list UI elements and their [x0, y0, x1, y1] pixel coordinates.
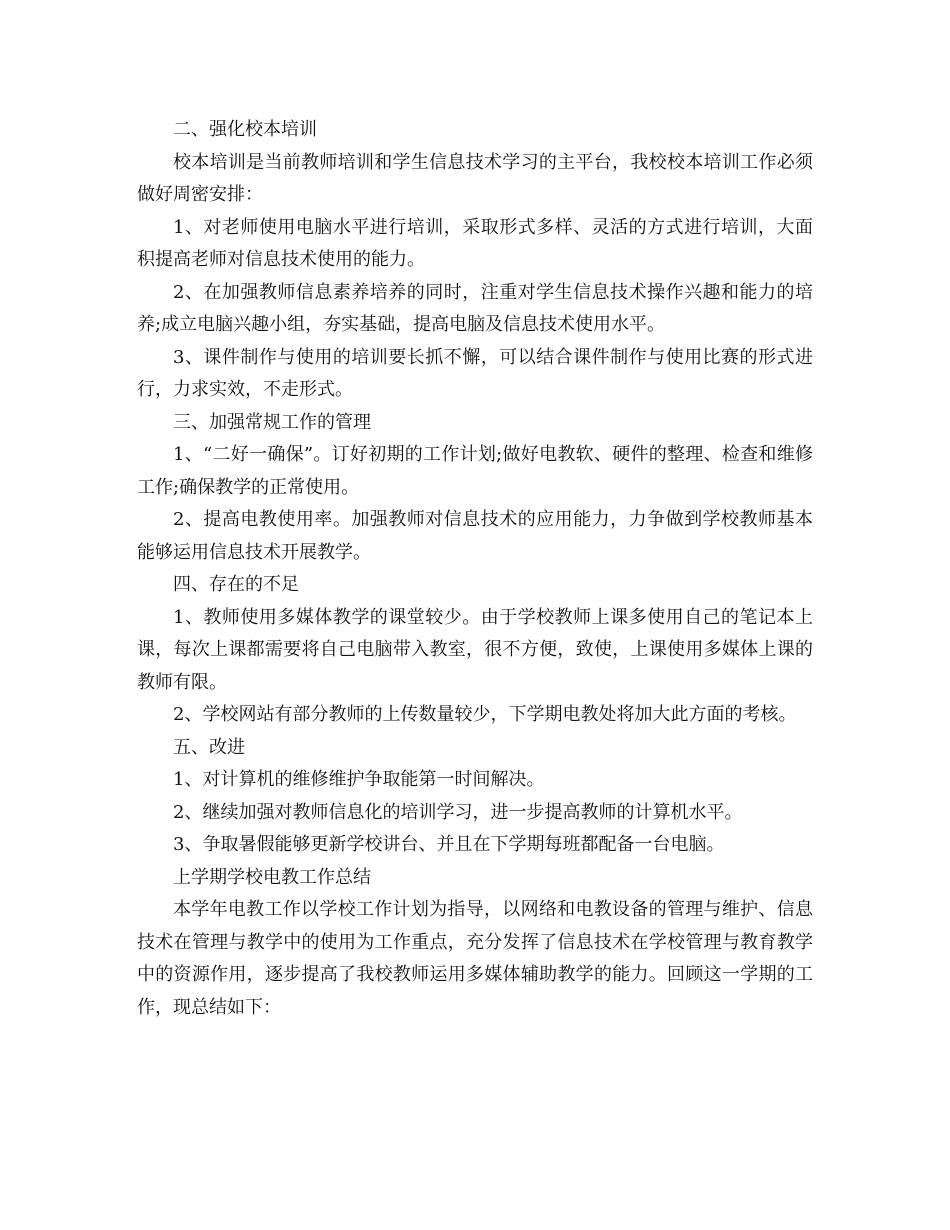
paragraph-item-2-3: 3、课件制作与使用的培训要长抓不懈，可以结合课件制作与使用比赛的形式进行，力求实效，不走形式。: [137, 346, 813, 400]
paragraph-item-4-1: 1、教师使用多媒体教学的课堂较少。由于学校教师上课多使用自己的笔记本上课，每次上课都需要将自己电脑带入教室，很不方便，致使，上课使用多媒体上课的教师有限。: [137, 606, 813, 693]
paragraph-item-5-2: 2、继续加强对教师信息化的培训学习，进一步提高教师的计算机水平。: [173, 801, 743, 823]
section-heading-3: 三、加强常规工作的管理: [173, 411, 371, 433]
section-heading-5: 五、改进: [173, 736, 245, 758]
paragraph-item-5-3: 3、争取暑假能够更新学校讲台、并且在下学期每班都配备一台电脑。: [173, 834, 725, 855]
paragraph-summary-intro: 本学年电教工作以学校工作计划为指导，以网络和电教设备的管理与维护、信息技术在管理与教学中的使用为工作重点，充分发挥了信息技术在学校管理与教育教学中的资源作用，逐步提高了我校教师运用多媒体辅助教学的能力。回顾这一学期的工作，现总结如下：: [137, 899, 813, 1018]
document-body: [137, 114, 813, 1024]
section-heading-2: 二、强化校本培训: [173, 119, 317, 140]
paragraph-item-3-1: 1、“二好一确保”。订好初期的工作计划;做好电教软、硬件的整理、检查和维修工作;确保教学的正常使用。: [137, 444, 813, 498]
paragraph-item-4-2: 2、学校网站有部分教师的上传数量较少，下学期电教处将加大此方面的考核。: [173, 704, 797, 725]
section-heading-4: 四、存在的不足: [173, 574, 299, 595]
paragraph-item-2-2: 2、在加强教师信息素养培养的同时，注重对学生信息技术操作兴趣和能力的培养;成立电脑兴趣小组，夯实基础，提高电脑及信息技术使用水平。: [137, 281, 813, 335]
paragraph-item-5-1: 1、对计算机的维修维护争取能第一时间解决。: [173, 769, 545, 790]
paragraph-school-training-intro: 校本培训是当前教师培训和学生信息技术学习的主平台，我校校本培训工作必须做好周密安排：: [137, 151, 813, 205]
paragraph-item-2-1: 1、对老师使用电脑水平进行培训，采取形式多样、灵活的方式进行培训，大面积提高老师对信息技术使用的能力。: [137, 216, 813, 270]
document-subtitle: 上学期学校电教工作总结: [173, 866, 371, 888]
paragraph-item-3-2: 2、提高电教使用率。加强教师对信息技术的应用能力，力争做到学校教师基本能够运用信息技术开展教学。: [137, 509, 813, 563]
